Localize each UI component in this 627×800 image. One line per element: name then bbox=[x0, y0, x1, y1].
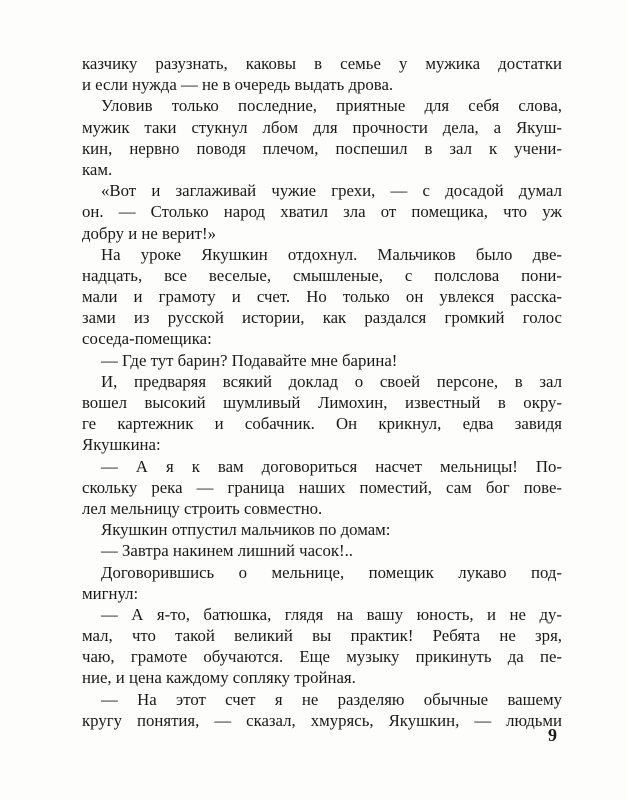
text-line: Договорившись о мельнице, помещик лукаво под- bbox=[101, 562, 562, 582]
text-line: добру и не верит!» bbox=[82, 223, 216, 243]
text-line: и если нужда — не в очередь выдать дрова. bbox=[82, 75, 394, 95]
body-text bbox=[82, 53, 562, 731]
text-line: На уроке Якушкин отдохнул. Мальчиков было две- bbox=[101, 244, 562, 264]
text-line: кругу понятия, — сказал, хмурясь, Якушкин, — людьми bbox=[82, 710, 562, 730]
text-line: мигнул: bbox=[82, 583, 139, 603]
text-line: надцать, все веселые, смышленые, с полслова пони- bbox=[82, 265, 562, 285]
text-line: «Вот и заглаживай чужие грехи, — с досадой думал bbox=[101, 181, 562, 201]
text-line: — Завтра накинем лишний часок!.. bbox=[101, 541, 353, 561]
page-number: 9 bbox=[548, 725, 557, 745]
text-line: ге картежник и собачник. Он крикнул, едва завидя bbox=[82, 414, 562, 434]
text-line: скольку река — граница наших поместий, сам бог пове- bbox=[82, 477, 562, 497]
text-line: — Где тут барин? Подавайте мне барина! bbox=[101, 350, 398, 370]
text-line: — На этот счет я не разделяю обычные вашему bbox=[101, 689, 562, 709]
text-line: — А я-то, батюшка, глядя на вашу юность, и не ду- bbox=[101, 604, 562, 624]
text-line: кам. bbox=[82, 159, 113, 179]
text-line: чаю, грамоте обучаются. Еще музыку прикинуть да пе- bbox=[82, 647, 562, 667]
text-line: Якушкина: bbox=[82, 435, 161, 455]
text-line: И, предваряя всякий доклад о своей персоне, в зал bbox=[101, 371, 562, 391]
text-line: казчику разузнать, каковы в семье у мужика достатки bbox=[82, 54, 562, 73]
text-line: — А я к вам договориться насчет мельницы! По- bbox=[101, 456, 562, 476]
text-line: ние, и цена каждому сопляку тройная. bbox=[82, 668, 356, 688]
text-line: вошел высокий шумливый Лимохин, известный в окру- bbox=[82, 393, 562, 412]
text-line: мужик таки стукнул лбом для прочности дела, а Якуш- bbox=[82, 117, 562, 137]
text-line: Якушкин отпустил мальчиков по домам: bbox=[101, 520, 391, 540]
text-line: соседа-помещика: bbox=[82, 329, 212, 349]
text-line: кин, нервно поводя плечом, поспешил в зал к учени- bbox=[82, 138, 562, 158]
text-line: мал, что такой великий вы практик! Ребята не зря, bbox=[82, 626, 562, 646]
text-line: зами из русской истории, как раздался громкий голос bbox=[82, 308, 562, 328]
text-line: лел мельницу строить совместно. bbox=[82, 498, 323, 518]
text-line: Уловив только последние, приятные для себя слова, bbox=[101, 96, 562, 116]
text-line: он. — Столько народ хватил зла от помещика, что уж bbox=[82, 202, 562, 222]
text-line: мали и грамоту и счет. Но только он увлекся расска- bbox=[82, 287, 562, 307]
